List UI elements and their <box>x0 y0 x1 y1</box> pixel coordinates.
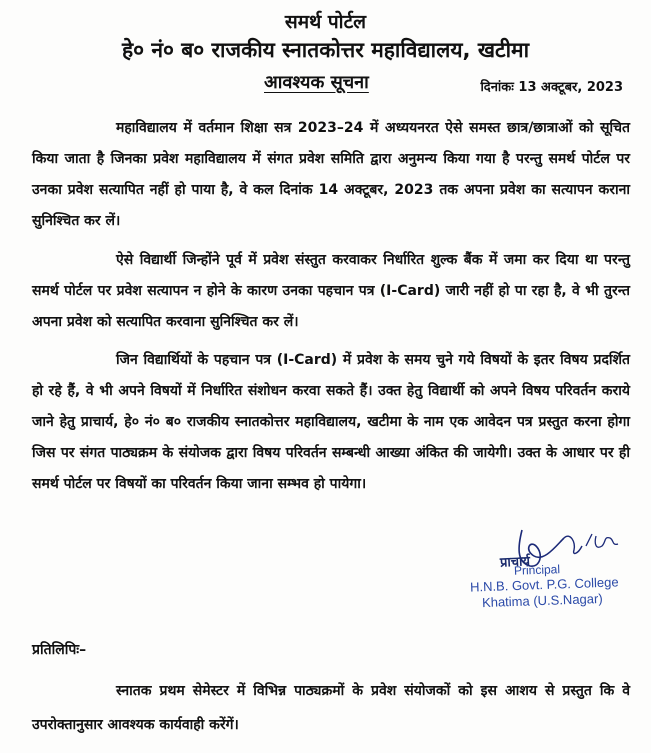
notice-heading: आवश्यक सूचना <box>264 72 369 93</box>
paragraph-icard: ऐसे विद्यार्थी जिन्होंने पूर्व में प्रवेश संस्तुत करवाकर निर्धारित शुल्क बैंक में जमा कर दिया था परन्तु समर्थ पोर्टल पर प्रवेश सत्यापन न होने के कारण उनका पहचान पत्र (I-Card) जारी नहीं हो पा रहा है, वे भी तुरन्त अपना प्रवेश को सत्यापित करवाना सुनिश्चित कर लें। <box>32 252 630 330</box>
copy-label: प्रतिलिपिः– <box>32 642 87 658</box>
portal-title: समर्थ पोर्टल <box>284 11 367 33</box>
signature-block <box>470 516 640 616</box>
copy-paragraph: स्नातक प्रथम सेमेस्टर में विभिन्न पाठ्यक्रमों के प्रवेश संयोजकों को इस आशय से प्रस्तुत कि वे उपरोक्तानुसार आवश्यक कार्यवाही करेंगें। <box>32 683 630 733</box>
stamp-principal: Principal <box>513 562 561 578</box>
stamp-location: Khatima (U.S.Nagar) <box>481 590 603 611</box>
signature-designation: प्राचार्य <box>499 554 531 571</box>
paragraph-subject-change: जिन विद्यार्थियों के पहचान पत्र (I-Card) में प्रवेश के समय चुने गये विषयों के इतर विषय प्रदर्शित हो रहे हैं, वे भी अपने विषयों में निर्धारित संशोधन करवा सकते हैं। उक्त हेतु विद्यार्थी को अपने विषय परिवर्तन कराये जाने हेतु प्राचार्य, हे० नं० ब० राजकीय स्नातकोत्तर महाविद्यालय, खटीमा के नाम एक आवेदन पत्र प्रस्तुत करना होगा जिस पर संगत पाठ्यक्रम के संयोजक द्वारा विषय परिवर्तन सम्बन्धी आख्या अंकित की जायेगी। उक्त के आधार पर ही समर्थ पोर्टल पर विषयों का परिवर्तन किया जाना सम्भव हो पायेगा। <box>32 352 630 492</box>
notice-date: दिनांकः 13 अक्टूबर, 2023 <box>480 80 623 95</box>
college-title: हे० नं० ब० राजकीय स्नातकोत्तर महाविद्यालय, खटीमा <box>121 38 530 62</box>
stamp-college: H.N.B. Govt. P.G. College <box>469 574 619 595</box>
paragraph-verification: महाविद्यालय में वर्तमान शिक्षा सत्र 2023–24 में अध्ययनरत ऐसे समस्त छात्र/छात्राओं को सूचित किया जाता है जिनका प्रवेश महाविद्यालय में संगत प्रवेश समिति द्वारा अनुमन्य किया गया है परन्तु समर्थ पोर्टल पर उनका प्रवेश सत्यापित नहीं हो पाया है, वे कल दिनांक 14 अक्टूबर, 2023 तक अपना प्रवेश का सत्यापन कराना सुनिश्चित कर लें। <box>32 120 630 229</box>
